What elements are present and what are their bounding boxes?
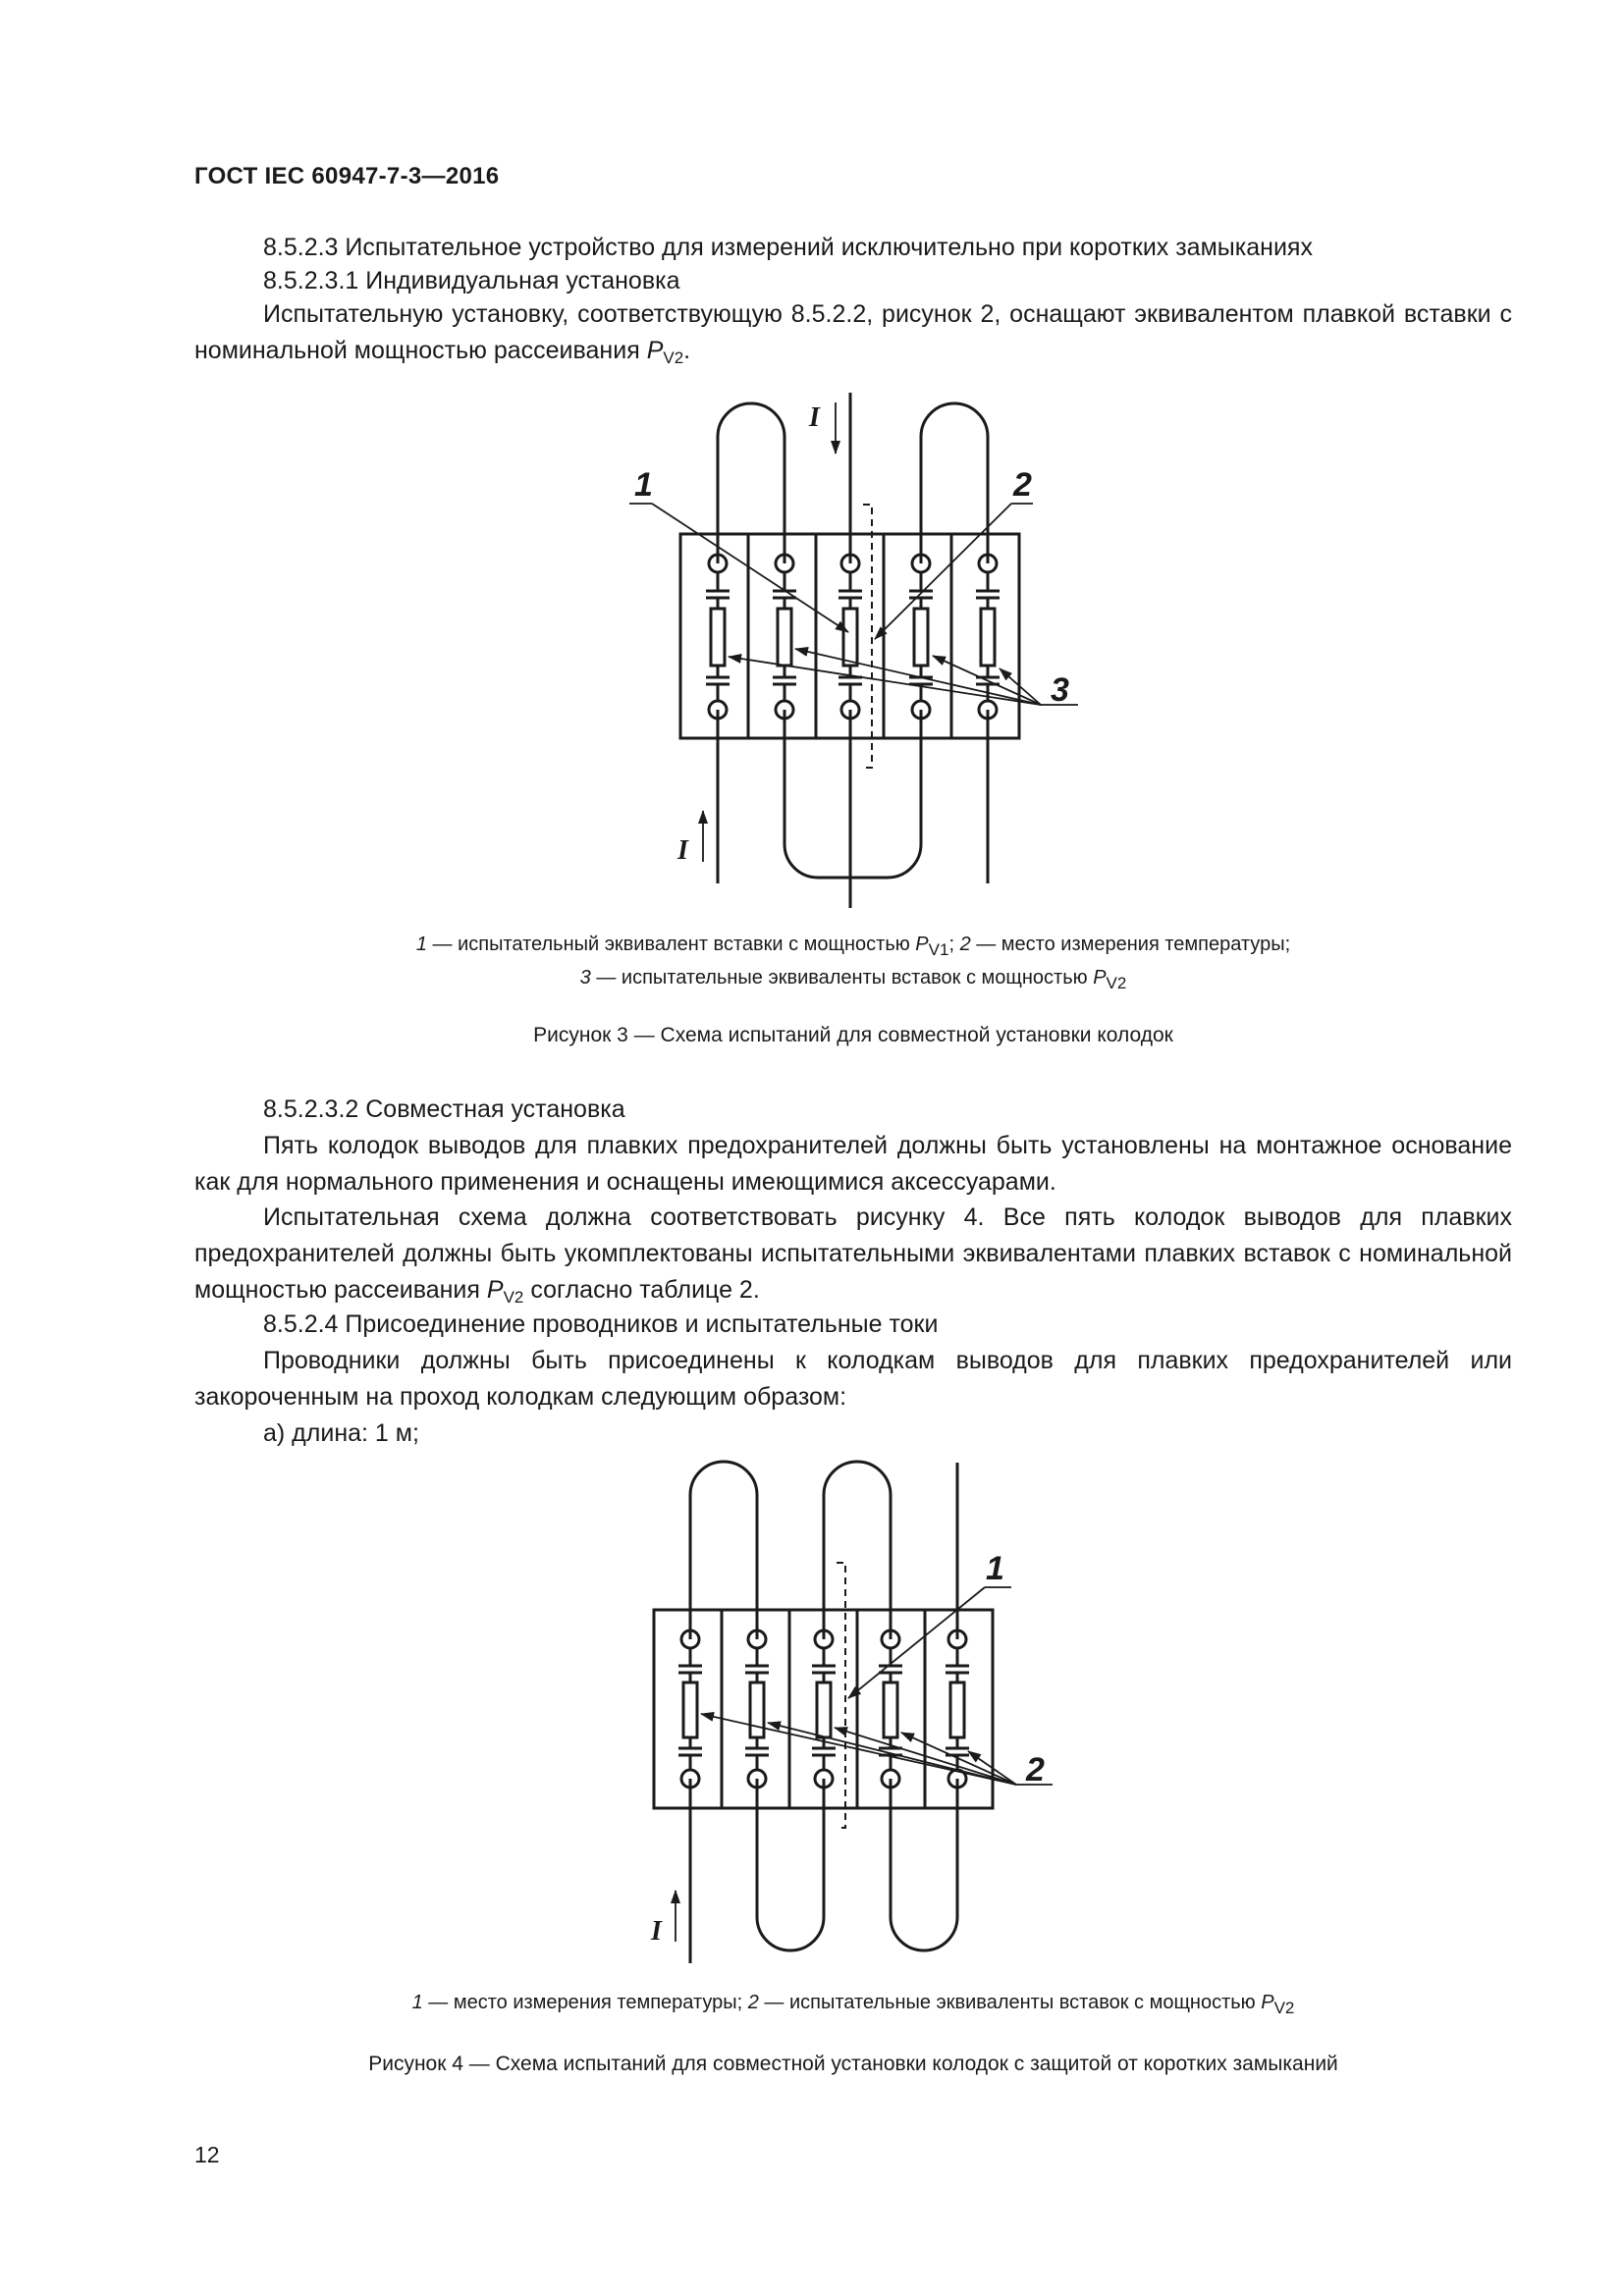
list-item-a: а) длина: 1 м; — [263, 1419, 419, 1447]
section-8-5-2-4-heading: 8.5.2.4 Присоединение проводников и испытательные токи — [263, 1310, 939, 1338]
figure3-loop-upper-left — [718, 403, 784, 563]
figure3-legend-line2: 3 — испытательные эквиваленты вставок с мощностью $P_{V2}$ — [579, 967, 1127, 992]
figure3-terminal-3 — [839, 555, 862, 719]
figure4-block-frame — [654, 1610, 993, 1808]
figure3-current-label-bottom: I — [677, 835, 688, 866]
section-8-5-2-3-1-heading: 8.5.2.3.1 Индивидуальная установка — [263, 267, 680, 294]
figure3-legend-line1: 1 — испытательный эквивалент вставки с мощностью $P_{V1}$; 2 — место измерения температуры; — [415, 934, 1291, 959]
figure4-measurement-zone — [837, 1563, 845, 1828]
figure4-callout-2: 2 — [1026, 1751, 1045, 1789]
figure4-terminal-1 — [678, 1630, 702, 1788]
document-header: ГОСТ IEC 60947-7-3—2016 — [194, 163, 500, 189]
figure4-block-dividers — [722, 1610, 925, 1808]
figure3-current-label-top: I — [809, 402, 820, 433]
section-8-5-2-3-1-text: Испытательную установку, соответствующую 8.5.2.2, рисунок 2, оснащают эквивалентом плавкой вставки с номинальной мощностью рассеивания $P_{V2}$. — [194, 300, 1512, 367]
figure3-callout-3: 3 — [1051, 671, 1069, 709]
section-8-5-2-3-2-heading: 8.5.2.3.2 Совместная установка — [263, 1095, 625, 1123]
section-8-5-2-3-2-text: Пять колодок выводов для плавких предохранителей должны быть установлены на монтажное основание как для нормального применения и оснащены имеющимися аксессуарами. — [194, 1132, 1512, 1196]
figure3-terminal-1 — [706, 555, 730, 719]
section-8-5-2-3-heading: 8.5.2.3 Испытательное устройство для измерений исключительно при коротких замыканиях — [263, 234, 1313, 261]
figure4-terminal-3 — [812, 1630, 836, 1788]
page-number: 12 — [194, 2142, 220, 2167]
figure3-loop-lower — [784, 710, 921, 878]
figure4-terminal-2 — [745, 1630, 769, 1788]
figure4-loop-upper-left — [690, 1462, 757, 1639]
figure3-loop-upper-right — [921, 403, 988, 563]
section-8-5-2-4-text: Проводники должны быть присоединены к колодкам выводов для плавких предохранителей или закороченным на проход колодкам следующим образом: — [194, 1347, 1512, 1411]
figure4-terminal-4 — [879, 1630, 902, 1788]
figure3-callout-2: 2 — [1013, 466, 1032, 504]
figure4-caption: Рисунок 4 — Схема испытаний для совместной установки колодок с защитой от коротких замыканий — [368, 2053, 1338, 2075]
figure4-diagram — [650, 1462, 1053, 1963]
section-8-5-2-3-2-scheme-text: Испытательная схема должна соответствовать рисунку 4. Все пять колодок выводов для плавких предохранителей должны быть укомплектованы испытательными эквивалентами плавких вставок с номинальной мощностью рассеивания $P_{V2}$ согласно таблице 2. — [194, 1203, 1512, 1307]
figure3-diagram — [629, 393, 1078, 908]
figure3-terminal-4 — [909, 555, 933, 719]
figure3-terminal-2 — [773, 555, 796, 719]
figure3-measurement-zone — [863, 505, 872, 768]
figure4-legend: 1 — место измерения температуры; 2 — испытательные эквиваленты вставок с мощностью $P_{V2}$ — [411, 1992, 1295, 2017]
figure3-block-frame — [680, 534, 1019, 738]
figure4-callout-1: 1 — [986, 1550, 1004, 1587]
figure4-current-label: I — [651, 1916, 662, 1947]
figure3-callout-1: 1 — [634, 466, 653, 504]
figure3-caption: Рисунок 3 — Схема испытаний для совместной установки колодок — [533, 1024, 1173, 1046]
